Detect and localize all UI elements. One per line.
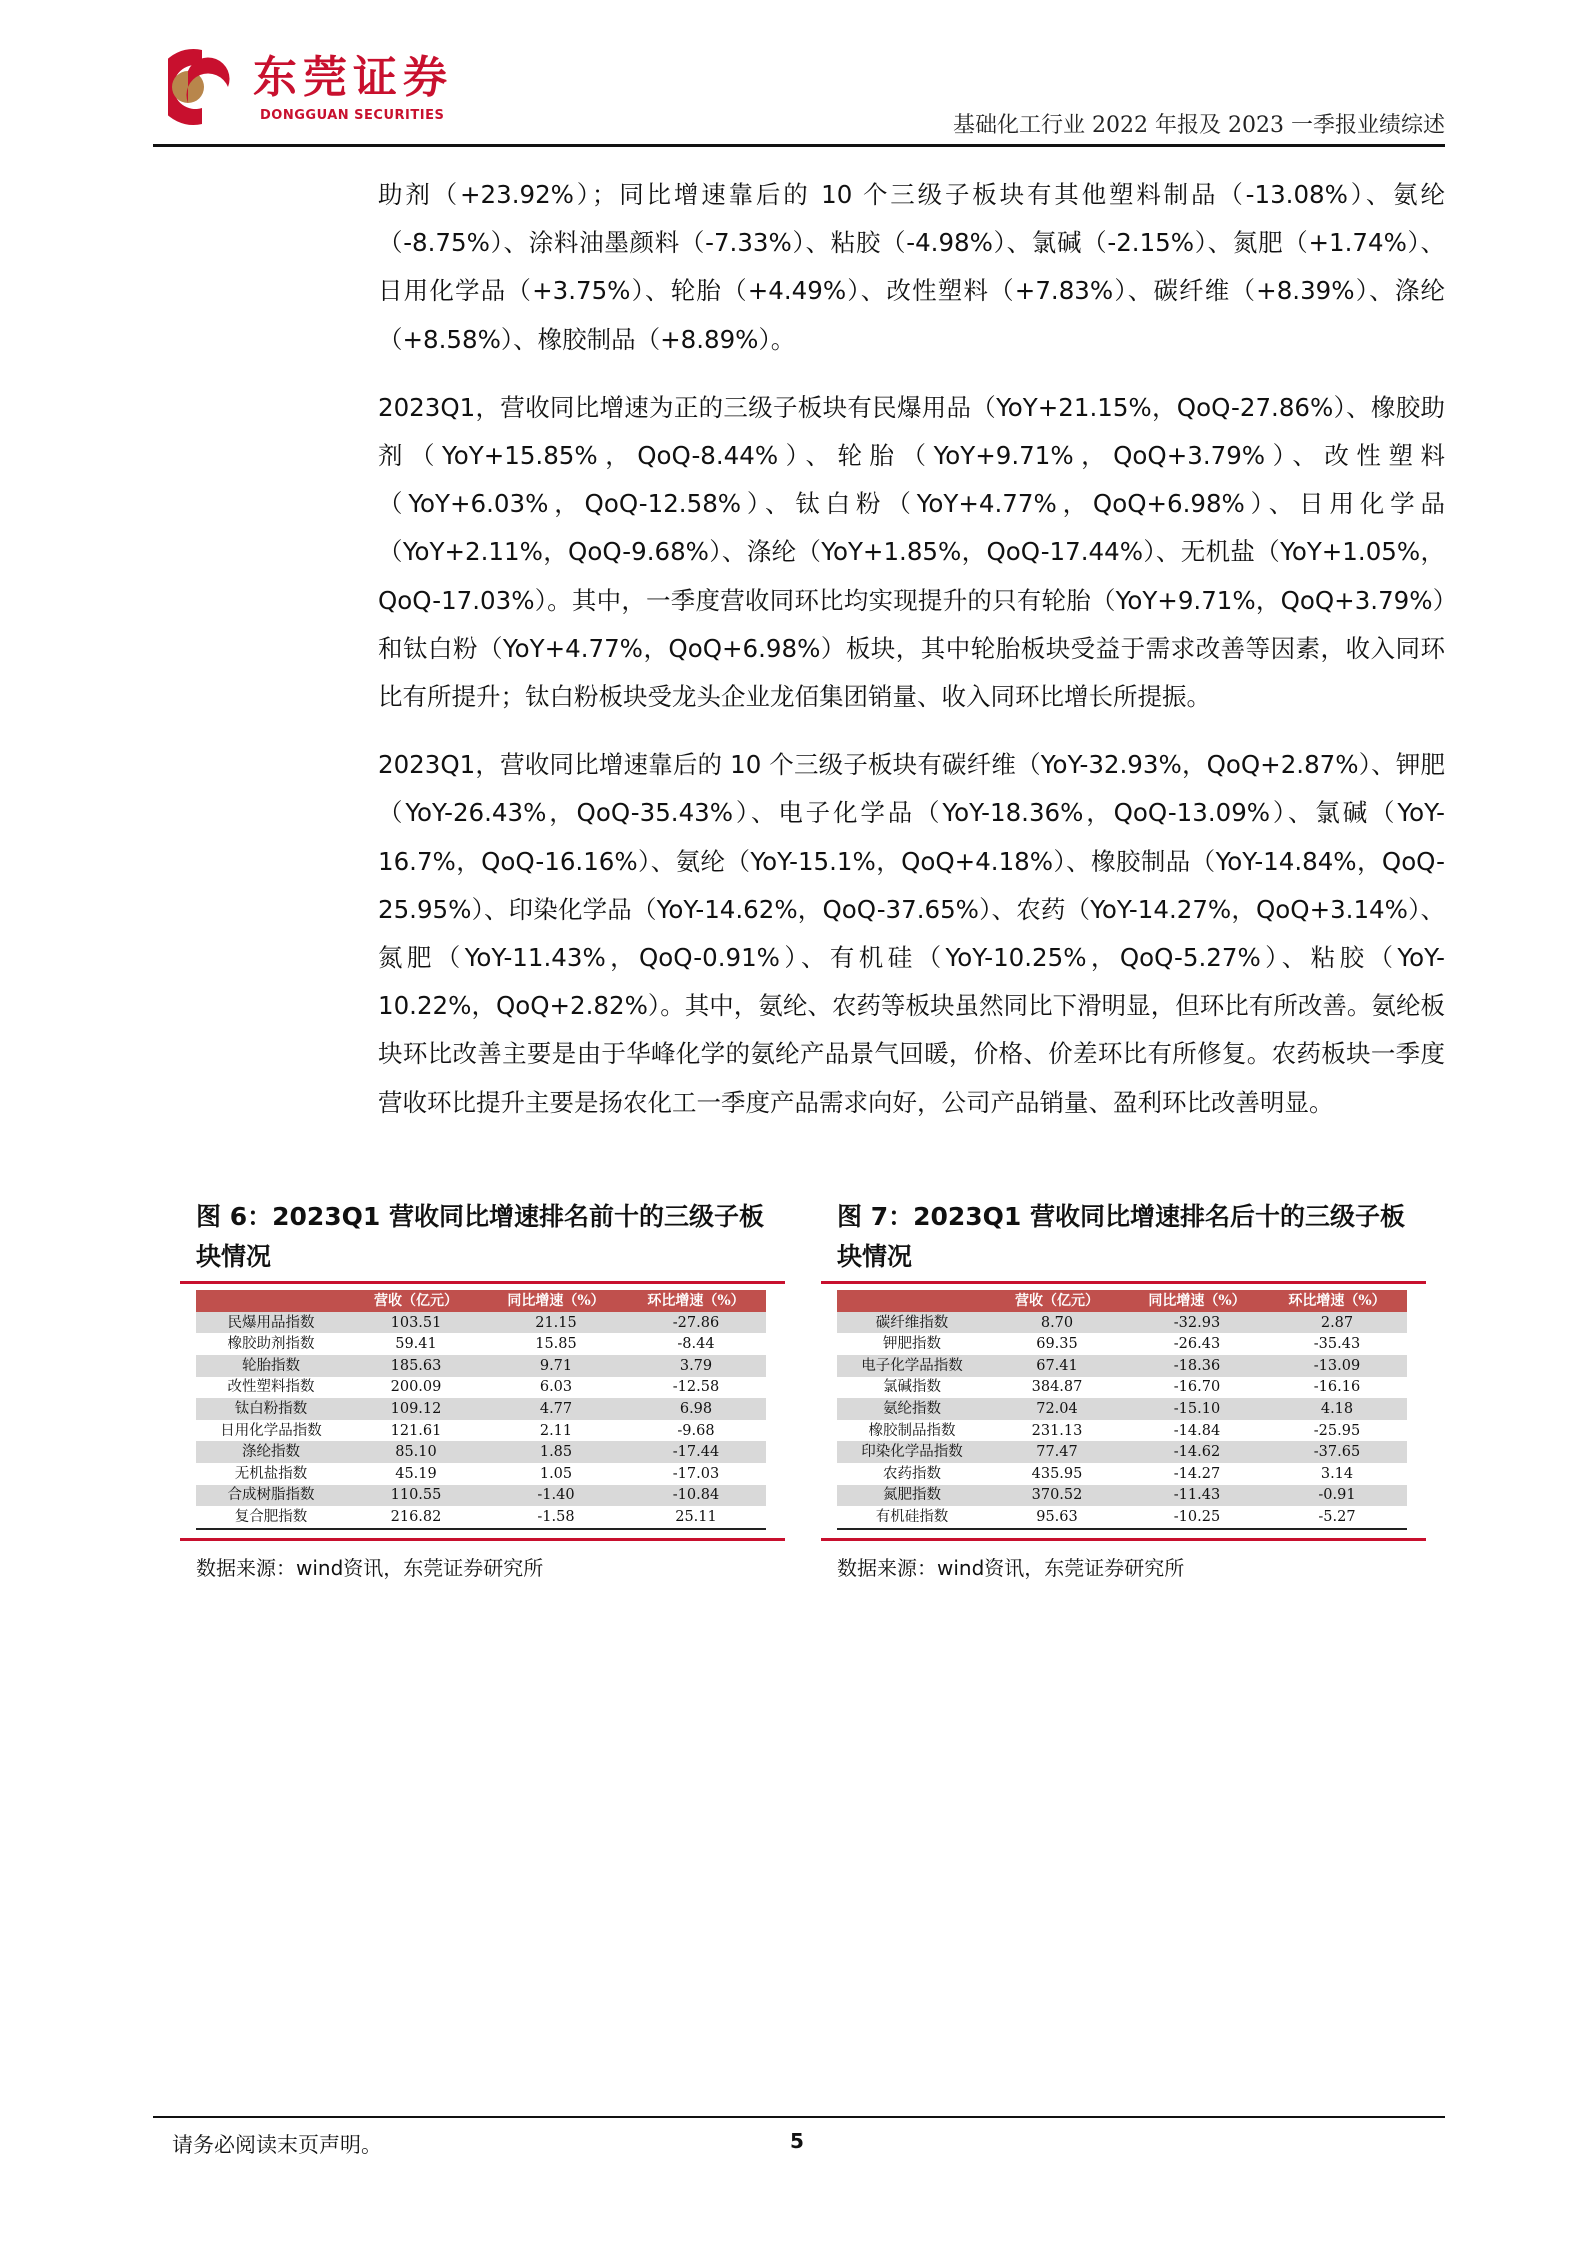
paragraph: 2023Q1，营收同比增速为正的三级子板块有民爆用品（YoY+21.15%，QoQ-27.86%）、橡胶助剂（YoY+15.85%，QoQ-8.44%）、轮胎（YoY+9.71%，QoQ+3.79%）、改性塑料（YoY+6.03%，QoQ-12.58%）、钛白粉（YoY+4.77%，QoQ+6.98%）、日用化学品（YoY+2.11%，QoQ-9.68%）、涤纶（YoY+1.85%，QoQ-17.44%）、无机盐（YoY+1.05%，QoQ-17.03%）。其中，一季度营收同环比均实现提升的只有轮胎（YoY+9.71%，QoQ+3.79%）和钛白粉（YoY+4.77%，QoQ+6.98%）板块，其中轮胎板块受益于需求改善等因素，收入同环比有所提升；钛白粉板块受龙头企业龙佰集团销量、收入同环比增长所提振。 bbox=[378, 392, 1445, 712]
table-cell: 15.85 bbox=[535, 1336, 577, 1353]
table-cell: -16.16 bbox=[1313, 1379, 1361, 1396]
figure-rule bbox=[821, 1538, 1426, 1541]
table-cell: 95.63 bbox=[987, 1506, 1127, 1529]
figure-title: 图 6：2023Q1 营收同比增速排名前十的三级子板块情况 bbox=[196, 1201, 765, 1271]
table-cell: -10.25 bbox=[1127, 1506, 1267, 1529]
row-label: 日用化学品指数 bbox=[220, 1422, 322, 1439]
column-header: 营收（亿元） bbox=[987, 1290, 1127, 1312]
table-cell: 109.12 bbox=[346, 1398, 486, 1420]
row-label: 橡胶制品指数 bbox=[868, 1422, 956, 1439]
row-label: 无机盐指数 bbox=[234, 1465, 308, 1482]
table-cell: -27.86 bbox=[626, 1312, 766, 1334]
table-row bbox=[837, 1463, 1407, 1485]
footer-divider bbox=[153, 2116, 1445, 2118]
table-row bbox=[837, 1355, 1407, 1377]
table-cell: -12.58 bbox=[672, 1379, 720, 1396]
column-header bbox=[837, 1290, 987, 1312]
paragraph: 2023Q1，营收同比增速靠后的 10 个三级子板块有碳纤维（YoY-32.93%，QoQ+2.87%）、钾肥（YoY-26.43%，QoQ-35.43%）、电子化学品（YoY-18.36%，QoQ-13.09%）、氯碱（YoY-16.7%，QoQ-16.16%）、氨纶（YoY-15.1%，QoQ+4.18%）、橡胶制品（YoY-14.84%，QoQ-25.95%）、印染化学品（YoY-14.62%，QoQ-37.65%）、农药（YoY-14.27%，QoQ+3.14%）、氮肥（YoY-11.43%，QoQ-0.91%）、有机硅（YoY-10.25%，QoQ-5.27%）、粘胶（YoY-10.22%，QoQ+2.82%）。其中，氨纶、农药等板块虽然同比下滑明显，但环比有所改善。氨纶板块环比改善主要是由于华峰化学的氨纶产品景气回暖，价格、价差环比有所修复。农药板块一季度营收环比提升主要是扬农化工一季度产品需求向好，公司产品销量、盈利环比改善明显。 bbox=[378, 750, 1445, 1117]
table-cell: 67.41 bbox=[987, 1355, 1127, 1377]
table-cell: 45.19 bbox=[395, 1465, 437, 1482]
page-number: 5 bbox=[790, 2129, 804, 2153]
figure-title: 图 7：2023Q1 营收同比增速排名后十的三级子板块情况 bbox=[837, 1201, 1406, 1271]
table-row bbox=[837, 1398, 1407, 1420]
table-cell: -32.93 bbox=[1127, 1312, 1267, 1334]
table-cell: 200.09 bbox=[390, 1379, 442, 1396]
row-label: 复合肥指数 bbox=[196, 1506, 346, 1529]
row-label: 碳纤维指数 bbox=[837, 1312, 987, 1334]
table-row bbox=[196, 1441, 766, 1463]
table-cell: 103.51 bbox=[346, 1312, 486, 1334]
row-label: 有机硅指数 bbox=[837, 1506, 987, 1529]
column-header bbox=[196, 1290, 346, 1312]
table-cell: -35.43 bbox=[1313, 1336, 1361, 1353]
table-row bbox=[196, 1506, 766, 1529]
table-row bbox=[837, 1333, 1407, 1355]
table-cell: -10.84 bbox=[626, 1485, 766, 1507]
table-cell: 4.77 bbox=[486, 1398, 626, 1420]
source-note: 数据来源：wind资讯，东莞证券研究所 bbox=[196, 1555, 544, 1580]
table-cell: 110.55 bbox=[346, 1485, 486, 1507]
table-row bbox=[837, 1420, 1407, 1442]
logo-text-en: DONGGUAN SECURITIES bbox=[260, 108, 445, 123]
table-cell: 6.98 bbox=[626, 1398, 766, 1420]
table-cell: -5.27 bbox=[1267, 1506, 1407, 1529]
table-cell: 85.10 bbox=[346, 1441, 486, 1463]
header-divider bbox=[153, 144, 1445, 147]
table-cell: 3.79 bbox=[626, 1355, 766, 1377]
table-cell: -17.44 bbox=[626, 1441, 766, 1463]
table-cell: 231.13 bbox=[1031, 1422, 1083, 1439]
figure-6 bbox=[180, 1197, 785, 1581]
column-header: 同比增速（%） bbox=[486, 1290, 626, 1312]
table-cell: -16.70 bbox=[1173, 1379, 1221, 1396]
table-cell: -8.44 bbox=[677, 1336, 715, 1353]
row-label: 橡胶助剂指数 bbox=[227, 1336, 315, 1353]
table-row bbox=[837, 1441, 1407, 1463]
table-cell: -17.03 bbox=[672, 1465, 720, 1482]
figure-7 bbox=[821, 1197, 1426, 1581]
footer-note: 请务必阅读末页声明。 bbox=[172, 2133, 382, 2157]
table-row bbox=[837, 1377, 1407, 1399]
table-cell: -14.27 bbox=[1173, 1465, 1221, 1482]
table-cell: 77.47 bbox=[987, 1441, 1127, 1463]
table-cell: 6.03 bbox=[539, 1379, 573, 1396]
table-cell: 1.05 bbox=[539, 1465, 573, 1482]
row-label: 氯碱指数 bbox=[883, 1379, 941, 1396]
table-row bbox=[196, 1312, 766, 1334]
table-cell: -1.58 bbox=[486, 1506, 626, 1529]
table-cell: 435.95 bbox=[1031, 1465, 1083, 1482]
table-cell: 59.41 bbox=[395, 1336, 437, 1353]
figure-rule bbox=[180, 1538, 785, 1541]
table-row bbox=[196, 1485, 766, 1507]
table-cell: -25.95 bbox=[1313, 1422, 1361, 1439]
table-cell: -0.91 bbox=[1267, 1485, 1407, 1507]
figures-row bbox=[153, 1197, 1426, 1581]
table-cell: -18.36 bbox=[1127, 1355, 1267, 1377]
table-cell: -11.43 bbox=[1127, 1485, 1267, 1507]
table-cell: 1.85 bbox=[486, 1441, 626, 1463]
table-row bbox=[196, 1377, 766, 1399]
row-label: 轮胎指数 bbox=[196, 1355, 346, 1377]
table-cell: 21.15 bbox=[486, 1312, 626, 1334]
table-row bbox=[196, 1420, 766, 1442]
figure-rule bbox=[180, 1281, 785, 1284]
table-cell: 2.87 bbox=[1267, 1312, 1407, 1334]
paragraph: 助剂（+23.92%）；同比增速靠后的 10 个三级子板块有其他塑料制品（-13.08%）、氨纶（-8.75%）、涂料油墨颜料（-7.33%）、粘胶（-4.98%）、氯碱（-2.15%）、氮肥（+1.74%）、日用化学品（+3.75%）、轮胎（+4.49%）、改性塑料（+7.83%）、碳纤维（+8.39%）、涤纶（+8.58%）、橡胶制品（+8.89%）。 bbox=[378, 180, 1445, 354]
row-label: 农药指数 bbox=[883, 1465, 941, 1482]
row-label: 钾肥指数 bbox=[883, 1336, 941, 1353]
row-label: 涤纶指数 bbox=[196, 1441, 346, 1463]
row-label: 印染化学品指数 bbox=[837, 1441, 987, 1463]
column-header: 环比增速（%） bbox=[626, 1290, 766, 1312]
row-label: 氮肥指数 bbox=[837, 1485, 987, 1507]
content-flow bbox=[153, 171, 1445, 1581]
table-row bbox=[196, 1463, 766, 1485]
table-cell: 216.82 bbox=[346, 1506, 486, 1529]
table-cell: 8.70 bbox=[987, 1312, 1127, 1334]
table-cell: 370.52 bbox=[987, 1485, 1127, 1507]
table-cell: 69.35 bbox=[1036, 1336, 1078, 1353]
table-cell: -15.10 bbox=[1127, 1398, 1267, 1420]
column-header: 同比增速（%） bbox=[1127, 1290, 1267, 1312]
table-cell: 9.71 bbox=[486, 1355, 626, 1377]
table-cell: 3.14 bbox=[1320, 1465, 1354, 1482]
table-cell: -9.68 bbox=[677, 1422, 715, 1439]
table-row bbox=[837, 1485, 1407, 1507]
figure-rule bbox=[821, 1281, 1426, 1284]
table-cell: -26.43 bbox=[1173, 1336, 1221, 1353]
table-cell: 384.87 bbox=[1031, 1379, 1083, 1396]
row-label: 改性塑料指数 bbox=[227, 1379, 315, 1396]
data-table bbox=[837, 1290, 1407, 1530]
table-cell: -1.40 bbox=[486, 1485, 626, 1507]
table-row bbox=[837, 1506, 1407, 1529]
table-cell: -37.65 bbox=[1267, 1441, 1407, 1463]
data-table bbox=[196, 1290, 766, 1530]
row-label: 氨纶指数 bbox=[837, 1398, 987, 1420]
logo-mark-icon bbox=[168, 48, 230, 126]
table-row bbox=[196, 1398, 766, 1420]
table-row bbox=[196, 1355, 766, 1377]
table-row bbox=[837, 1312, 1407, 1334]
source-note: 数据来源：wind资讯，东莞证券研究所 bbox=[837, 1555, 1185, 1580]
row-label: 钛白粉指数 bbox=[196, 1398, 346, 1420]
table-cell: 72.04 bbox=[987, 1398, 1127, 1420]
table-cell: -14.62 bbox=[1127, 1441, 1267, 1463]
row-label: 民爆用品指数 bbox=[196, 1312, 346, 1334]
report-title: 基础化工行业 2022 年报及 2023 一季报业绩综述 bbox=[953, 113, 1445, 138]
table-cell: 25.11 bbox=[626, 1506, 766, 1529]
column-header: 环比增速（%） bbox=[1267, 1290, 1407, 1312]
logo-text-cn: 东莞证券 bbox=[253, 52, 453, 103]
company-logo bbox=[168, 48, 468, 128]
table-cell: 4.18 bbox=[1267, 1398, 1407, 1420]
table-cell: -14.84 bbox=[1173, 1422, 1221, 1439]
body-text bbox=[378, 171, 1445, 1127]
table-cell: 2.11 bbox=[539, 1422, 573, 1439]
table-cell: 185.63 bbox=[346, 1355, 486, 1377]
column-header: 营收（亿元） bbox=[346, 1290, 486, 1312]
row-label: 合成树脂指数 bbox=[196, 1485, 346, 1507]
table-cell: -13.09 bbox=[1267, 1355, 1407, 1377]
row-label: 电子化学品指数 bbox=[837, 1355, 987, 1377]
table-cell: 121.61 bbox=[390, 1422, 442, 1439]
table-row bbox=[196, 1333, 766, 1355]
